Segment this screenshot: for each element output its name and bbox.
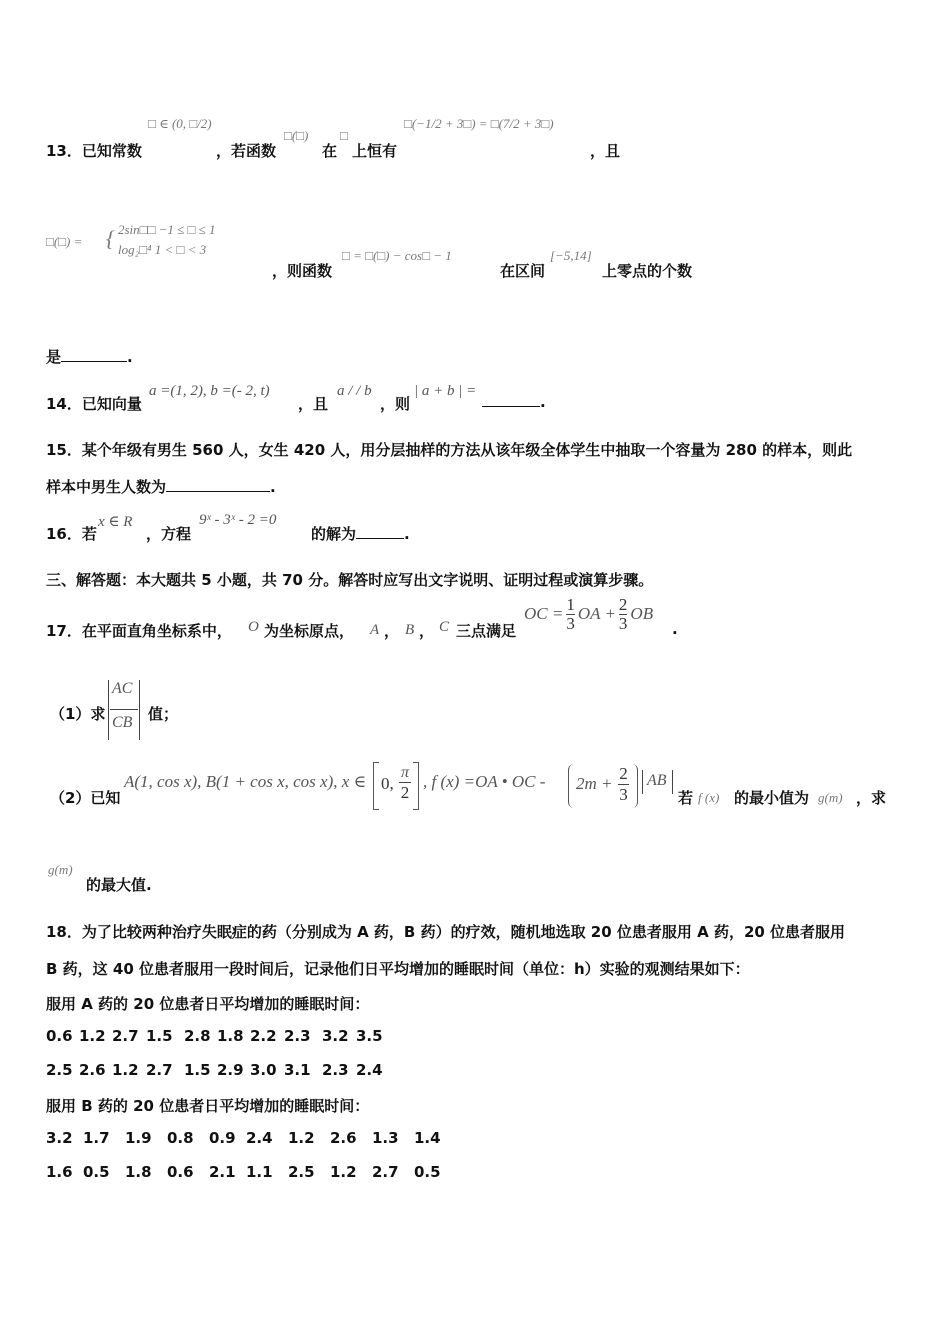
data-value: 2.3 [322, 1061, 349, 1079]
data-value: 2.4 [356, 1061, 383, 1079]
q17-part2-interval: 0, π 2 [373, 762, 419, 810]
q17-number: 17． [46, 622, 82, 640]
q13-const-condition: □ ∈ (0, □/2) [148, 116, 212, 131]
data-value: 1.5 [146, 1027, 173, 1045]
data-value: 0.6 [167, 1163, 194, 1181]
q14-norm: | a + b | = [414, 383, 477, 399]
data-value: 2.7 [112, 1027, 139, 1045]
data-value: 0.6 [46, 1027, 73, 1045]
data-value: 1.2 [288, 1129, 315, 1147]
q17-ratio: AC CB [108, 678, 142, 742]
q14-line: 14．已知向量 [46, 395, 142, 413]
q17-part2-label: （2）已知 [50, 789, 121, 807]
data-value: 2.9 [217, 1061, 244, 1079]
data-value: 2.3 [284, 1027, 311, 1045]
data-value: 2.5 [288, 1163, 315, 1181]
data-value: 1.4 [414, 1129, 441, 1147]
q13-g-function: □ = □(□) − cos□ − 1 [342, 248, 452, 263]
q18-groupB-title: 服用 B 药的 20 位患者日平均增加的睡眠时间： [46, 1097, 370, 1115]
q16-condition: x ∈ R [98, 514, 133, 530]
q15-line1: 15．某个年级有男生 560 人，女生 420 人，用分层抽样的方法从该年级全体学生中抽取一个容量为 280 的样本，则此 [46, 441, 853, 459]
data-value: 1.2 [330, 1163, 357, 1181]
q13-interval: [−5,14] [550, 248, 592, 263]
data-value: 2.4 [246, 1129, 273, 1147]
data-value: 1.8 [217, 1027, 244, 1045]
q13-piece-line2: log₂□⁴ 1 < □ < 3 [118, 242, 207, 257]
q13-piece-lhs: □(□) = [46, 234, 83, 249]
section3-title: 三、解答题：本大题共 5 小题，共 70 分。解答时应写出文字说明、证明过程或演算步骤。 [46, 571, 654, 589]
q14-parallel: a / / b [337, 383, 372, 399]
q18-groupA-title: 服用 A 药的 20 位患者日平均增加的睡眠时间： [46, 995, 370, 1013]
data-value: 1.2 [112, 1061, 139, 1079]
q18-line2: B 药，这 40 位患者服用一段时间后，记录他们日平均增加的睡眠时间（单位：h）实验的观测结果如下： [46, 960, 750, 978]
q15-answer-blank[interactable] [166, 490, 270, 492]
q17-ab-norm: AB [642, 770, 676, 796]
data-value: 0.5 [414, 1163, 441, 1181]
data-value: 2.2 [250, 1027, 277, 1045]
q17-fx-definition: , f (x) =OA • OC - [423, 772, 546, 791]
data-value: 3.2 [46, 1129, 73, 1147]
q14-number: 14． [46, 395, 82, 413]
q13-answer-blank[interactable] [61, 360, 127, 362]
q18-number: 18． [46, 923, 82, 941]
data-value: 2.8 [184, 1027, 211, 1045]
q17-part1-label: （1）求 [50, 705, 106, 723]
q13-piece-line1: 2sin□□ −1 ≤ □ ≤ 1 [118, 222, 216, 237]
data-value: 3.0 [250, 1061, 277, 1079]
data-value: 2.7 [372, 1163, 399, 1181]
data-value: 1.8 [125, 1163, 152, 1181]
q14-answer-blank[interactable] [482, 405, 540, 407]
q17-gm: g(m) [48, 862, 73, 877]
q13-number: 13． [46, 142, 82, 160]
q13-line3: 是 . [46, 348, 133, 366]
data-value: 3.5 [356, 1027, 383, 1045]
data-value: 3.2 [322, 1027, 349, 1045]
data-value: 1.9 [125, 1129, 152, 1147]
data-value: 0.8 [167, 1129, 194, 1147]
data-value: 2.6 [79, 1061, 106, 1079]
data-value: 1.2 [79, 1027, 106, 1045]
data-value: 1.1 [246, 1163, 273, 1181]
data-value: 2.5 [46, 1061, 73, 1079]
q18-line1: 18．为了比较两种治疗失眠症的药（分别成为 A 药，B 药）的疗效，随机地选取 20 位患者服用 A 药，20 位患者服用 [46, 923, 846, 941]
q17-coef-paren: 2m + 2 3 [568, 762, 638, 810]
q13-brace: { [106, 226, 115, 251]
q17-vector-equation: OC = $\frac{1}{3}$ OA + $\frac{2}{3}$ OB [524, 595, 654, 633]
q16-number: 16． [46, 525, 82, 543]
data-value: 1.7 [83, 1129, 110, 1147]
q16-answer-blank[interactable] [356, 537, 404, 539]
q13-identity: □(−1/2 + 3□) = □(7/2 + 3□) [404, 116, 554, 131]
data-value: 3.1 [284, 1061, 311, 1079]
data-value: 0.9 [209, 1129, 236, 1147]
q15-line2: 样本中男生人数为 . [46, 478, 276, 496]
q13-func: □(□) [284, 128, 309, 143]
q16-line: 16．若 [46, 525, 97, 543]
data-value: 1.3 [372, 1129, 399, 1147]
q13-line1: 13．已知常数 [46, 142, 142, 160]
data-value: 2.6 [330, 1129, 357, 1147]
data-value: 2.7 [146, 1061, 173, 1079]
q15-number: 15． [46, 441, 82, 459]
data-value: 2.1 [209, 1163, 236, 1181]
q17-part2-points: A(1, cos x), B(1 + cos x, cos x), x ∈ [124, 772, 367, 791]
q14-vectors: a =(1, 2), b =(- 2, t) [149, 383, 270, 399]
data-value: 1.6 [46, 1163, 73, 1181]
q17-line: 17．在平面直角坐标系中， [46, 622, 232, 640]
q16-equation: 9ˣ - 3ˣ - 2 =0 [199, 512, 277, 528]
data-value: 1.5 [184, 1061, 211, 1079]
data-value: 0.5 [83, 1163, 110, 1181]
